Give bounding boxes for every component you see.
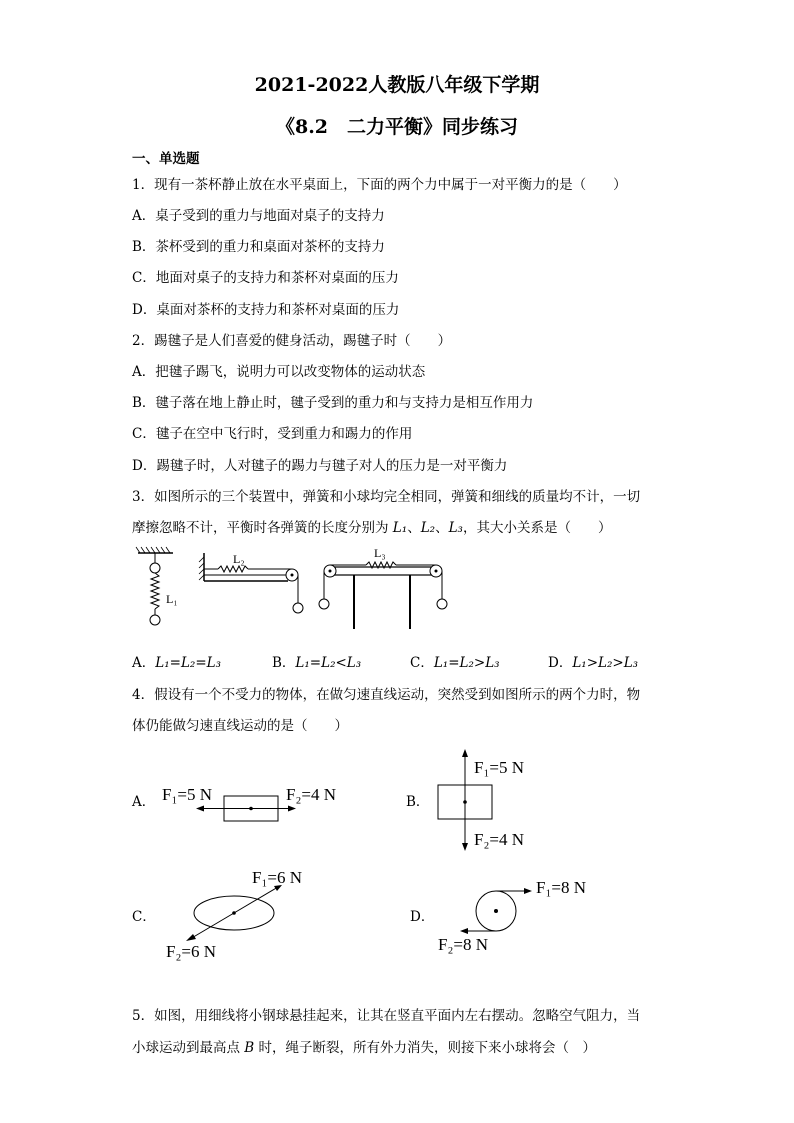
q3-stem-text: ，其大小关系是（ ）: [462, 520, 612, 536]
q3-l3: L₃: [448, 520, 463, 536]
q5-stem-line2: [132, 1036, 596, 1056]
section-heading: 一、单选题: [132, 151, 200, 167]
q4-b-f1-label: F₁=5 N: [474, 758, 524, 777]
q2-option-a: A．把毽子踢飞，说明力可以改变物体的运动状态: [132, 364, 426, 380]
q4-figure-a: [160, 782, 360, 832]
q1-option-b: B．茶杯受到的重力和桌面对茶杯的支持力: [132, 239, 385, 255]
q4-c-f1-label: F₁=6 N: [252, 868, 302, 887]
q3-fig-label-l2: L₂: [233, 552, 245, 566]
q4-option-a-letter: A．: [132, 794, 156, 810]
q2-stem: 2．踢毽子是人们喜爱的健身活动，踢毽子时（ ）: [132, 333, 452, 349]
q3-option-letter: D．: [548, 655, 573, 671]
q2-option-d: D．踢毽子时，人对毽子的踢力与毽子对人的压力是一对平衡力: [132, 458, 508, 474]
q3-sep: 、: [407, 520, 421, 536]
q3-option-letter: A．: [132, 655, 156, 671]
q4-figure-c: [160, 865, 340, 965]
q5-stem-line1: 5．如图，用细线将小钢球悬挂起来，让其在竖直平面内左右摆动。忽略空气阻力，当: [132, 1008, 641, 1024]
q3-figure-3: [318, 545, 448, 635]
q1-option-d: D．桌面对茶杯的支持力和茶杯对桌面的压力: [132, 302, 400, 318]
q3-option-a: [132, 651, 221, 671]
q2-option-c: C．毽子在空中飞行时，受到重力和踢力的作用: [132, 426, 413, 442]
q3-option-text: L₁>L₂>L₃: [572, 655, 639, 671]
q3-stem-line1: 3．如图所示的三个装置中，弹簧和小球均完全相同，弹簧和细线的质量均不计，一切: [132, 489, 641, 505]
q3-figure-2: [198, 551, 308, 621]
q3-stem-text: 摩擦忽略不计，平衡时各弹簧的长度分别为: [132, 520, 393, 536]
q5-stem-text: 时，绳子断裂，所有外力消失，则接下来小球将会（ ）: [254, 1040, 597, 1056]
q3-option-text: L₁=L₂>L₃: [433, 655, 500, 671]
q1-option-c: C．地面对桌子的支持力和茶杯对桌面的压力: [132, 270, 399, 286]
q4-a-f2-label: F₂=4 N: [286, 785, 336, 804]
q3-fig-label-l3: L₃: [374, 546, 386, 560]
page-title: 2021-2022人教版八年级下学期: [254, 74, 540, 96]
q1-option-a: A．桌子受到的重力与地面对桌子的支持力: [132, 208, 385, 224]
q4-c-f2-label: F₂=6 N: [166, 942, 216, 961]
q3-option-text: L₁=L₂=L₃: [155, 655, 222, 671]
q3-sep: 、: [435, 520, 449, 536]
q3-option-text: L₁=L₂<L₃: [295, 655, 362, 671]
q3-l2: L₂: [420, 520, 436, 536]
q5-point-b: B: [244, 1040, 255, 1056]
q4-figure-b: [430, 745, 570, 855]
q4-figure-d: [436, 870, 616, 960]
q3-stem-line2: [132, 516, 611, 536]
q2-option-b: B．毽子落在地上静止时，毽子受到的重力和与支持力是相互作用力: [132, 395, 534, 411]
q3-fig-label-l1: L₁: [166, 592, 178, 606]
q3-figure-1: [133, 551, 193, 631]
q3-option-b: [272, 651, 361, 671]
q1-stem: 1．现有一茶杯静止放在水平桌面上，下面的两个力中属于一对平衡力的是（ ）: [132, 177, 627, 193]
page-subtitle: 《8.2 二力平衡》同步练习: [275, 116, 519, 138]
q3-option-d: [548, 651, 638, 671]
q3-option-letter: B．: [272, 655, 296, 671]
q4-option-b-letter: B．: [406, 794, 430, 810]
q4-d-f1-label: F₁=8 N: [536, 878, 586, 897]
q4-d-f2-label: F₂=8 N: [438, 935, 488, 954]
q4-stem-line1: 4．假设有一个不受力的物体，在做匀速直线运动，突然受到如图所示的两个力时，物: [132, 687, 641, 703]
q4-option-c-letter: C．: [132, 909, 156, 925]
q3-l1: L₁: [392, 520, 408, 536]
q3-option-letter: C．: [410, 655, 434, 671]
q4-stem-line2: 体仍能做匀速直线运动的是（ ）: [132, 718, 348, 734]
q4-a-f1-label: F₁=5 N: [162, 785, 212, 804]
q5-stem-text: 小球运动到最高点: [132, 1040, 245, 1056]
q4-option-d-letter: D．: [410, 909, 435, 925]
q4-b-f2-label: F₂=4 N: [474, 830, 524, 849]
q3-option-c: [410, 651, 500, 671]
